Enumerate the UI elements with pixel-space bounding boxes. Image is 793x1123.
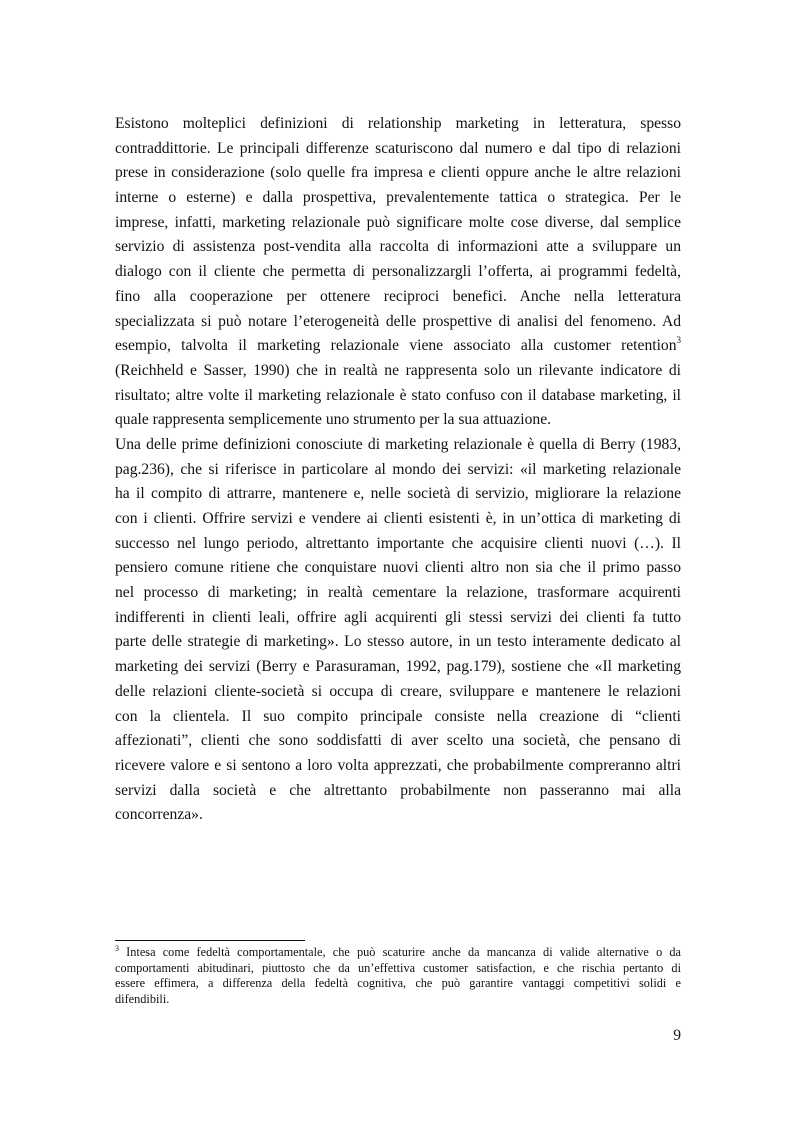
footnote-number: 3 <box>115 944 119 953</box>
body-line: pag.236), che si riferisce in particolare al mondo dei servizi: «il marketing relazionale <box>115 460 681 478</box>
body-line: ha il compito di attrarre, mantenere e, nelle società di servizio, migliorare la relazione <box>115 485 681 503</box>
body-line: parte delle strategie di marketing». Lo stesso autore, in un testo interamente dedicato al <box>115 633 681 651</box>
body-line: affezionati”, clienti che sono soddisfatti di aver scelto una società, che pensano di <box>115 732 681 750</box>
footnote-line: essere effimera, a differenza della fedeltà cognitiva, che può garantire vantaggi competitivi solidi e <box>115 976 681 991</box>
body-text <box>115 112 681 828</box>
body-line: specializzata si può notare l’eterogeneità delle prospettive di analisi del fenomeno. Ad <box>115 312 681 330</box>
body-line: quale rappresenta semplicemente uno strumento per la sua attuazione. <box>115 411 552 429</box>
body-line: imprese, infatti, marketing relazionale può significare molte cose diverse, dal semplice <box>115 213 681 231</box>
body-line: concorrenza». <box>115 806 203 824</box>
footnote-line: difendibili. <box>115 991 170 1006</box>
footnote-line-first <box>115 945 681 961</box>
body-line: successo nel lungo periodo, altrettanto importante che acquisire clienti nuovi (…). Il <box>115 534 681 552</box>
body-line: interne o esterne) e dalla prospettiva, prevalentemente tattica o strategica. Per le <box>115 189 681 207</box>
footnote-line-text: Intesa come fedeltà comportamentale, che può scaturire anche da mancanza di valide alternative o da <box>119 945 681 959</box>
body-line: dialogo con il cliente che permetta di personalizzargli l’offerta, ai programmi fedeltà, <box>115 263 681 281</box>
body-line: risultato; altre volte il marketing relazionale è stato confuso con il database marketing, il <box>115 386 681 404</box>
body-line: con i clienti. Offrire servizi e vendere ai clienti esistenti è, in un’ottica di marketing di <box>115 510 681 527</box>
body-line: servizio di assistenza post-vendita alla raccolta di informazioni atte a sviluppare un <box>115 238 681 256</box>
body-line: pensiero comune ritiene che conquistare nuovi clienti altro non sia che il primo passo <box>115 559 681 577</box>
body-line: indifferenti in clienti leali, offrire agli acquirenti gli stessi servizi dei clienti fa tutto <box>115 608 681 626</box>
body-line: contraddittorie. Le principali differenze scaturiscono dal numero e dal tipo di relazioni <box>115 139 681 157</box>
body-line: delle relazioni cliente-società si occupa di creare, sviluppare e mantenere le relazioni <box>115 682 681 700</box>
body-line: con la clientela. Il suo compito principale consiste nella creazione di “clienti <box>115 707 681 725</box>
body-line: servizi dalla società e che altrettanto probabilmente non passeranno mai alla <box>115 781 681 799</box>
page-number: 9 <box>673 1027 681 1044</box>
body-line-text: esempio, talvolta il marketing relazionale viene associato alla customer retention <box>115 337 677 355</box>
body-line: Esistono molteplici definizioni di relationship marketing in letteratura, spesso <box>115 115 681 132</box>
body-line: (Reichheld e Sasser, 1990) che in realtà ne rappresenta solo un rilevante indicatore di <box>115 361 681 379</box>
body-line: marketing dei servizi (Berry e Parasuraman, 1992, pag.179), sostiene che «Il marketing <box>115 658 681 676</box>
body-line: ricevere valore e si sentono a loro volta apprezzati, che probabilmente compreranno altri <box>115 756 681 774</box>
body-line: fino alla cooperazione per ottenere reciproci benefici. Anche nella letteratura <box>115 287 681 305</box>
footnote-line: comportamenti abitudinari, piuttosto che da un’effettiva customer satisfaction, e che rischia pertanto di <box>115 960 681 975</box>
body-line: Una delle prime definizioni conosciute di marketing relazionale è quella di Berry (1983, <box>115 435 681 453</box>
body-line-with-footnote-ref <box>115 334 681 359</box>
body-line: prese in considerazione (solo quelle fra impresa e clienti oppure anche le altre relazioni <box>115 164 681 182</box>
body-line: nel processo di marketing; in realtà cementare la relazione, trasformare acquirenti <box>115 584 681 602</box>
footnote <box>115 945 681 1007</box>
footnote-separator <box>115 940 305 941</box>
footnote-reference[interactable]: 3 <box>676 335 681 346</box>
